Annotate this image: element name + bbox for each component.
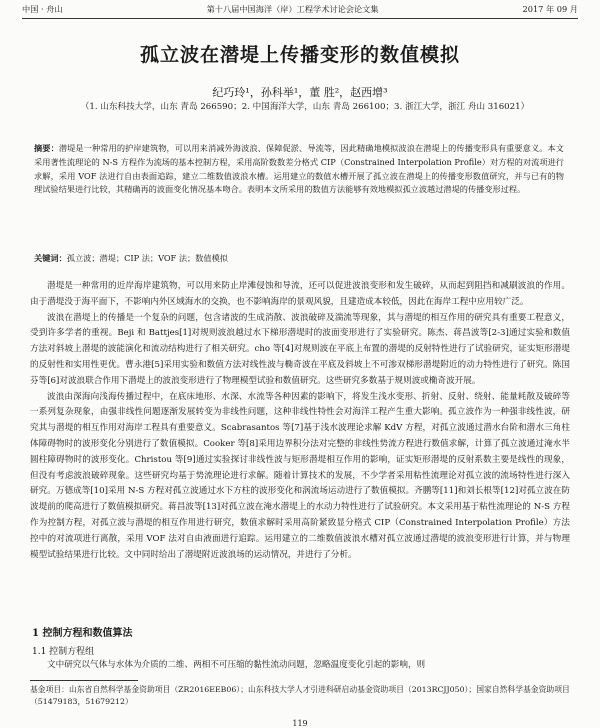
main-body — [30, 279, 570, 563]
section-body — [30, 658, 570, 674]
keywords-label: 关键词： — [34, 253, 67, 263]
funding-footnote: 基金项目：山东省自然科学基金资助项目（ZR2016EEB06）；山东科技大学人才引进科研启动基金资助项目（2013RCJJ050）；国家自然科学基金资助项目（51479183，51679212） — [30, 685, 570, 706]
abstract-text: 潜堤是一种常用的护岸建筑物，可以用来消减外海波浪、保障促淤、导流等，因此精确地模拟波浪在潜堤上的传播变形具有重要意义。本文采用著性流理论的 N-S 方程作为流场的基本控制方程，采用高阶数数差分格式 CIP（Constrained Interpolation Profile）对方程的对流项进行求解，采用 VOF 法进行自由表面追踪，建立二维数值波浪水槽。运用建立的数值水槽开展了孤立波在潜堤上的传播变形数值研究，并与已有的物理试验结果进行比较，其精确再的波面变化情况基本吻合。表明本文所采用的数值方法能够有效地模拟孤立波越过潜堤的传播变形过程。 — [34, 143, 564, 195]
section-heading-1: 1 控制方程和数值算法 — [32, 628, 133, 639]
running-header — [22, 4, 578, 19]
keywords-text: 孤立波；潜堤；CIP 法；VOF 法；数值模拟 — [66, 253, 228, 263]
section-paragraph: 文中研究以气体与水体为介质的二维、两相不可压缩的黏性流动问题，忽略温度变化引起的影响，则 — [47, 660, 426, 670]
footnote-rule — [30, 680, 138, 681]
affiliation: （1. 山东科技大学，山东 青岛 266590；2. 中国海洋大学，山东 青岛 266100；3. 浙江大学，浙江 舟山 316021） — [80, 102, 530, 112]
paragraph-2: 波浪在潜堤上的传播是一个复杂的问题，包含诸波的生成消散、波浪破碎及湍流等现象，其与潜堤的相互作用的研究具有重要工程意义，受到许多学者的重视。Beji 和 Battjes[1]对规则波浪越过水下梯形潜堤时的波面变形进行了实验研究。陈杰、蒋昌波等[2-3]通过实验和数值方法对斜坡上潜堤的波能演化和流动结构进行了相关研究。cho 等[4]对规则波在平底上布置的潜堤的反射特性进行了试验研究，证实矩形潜堤的反射性和实用性更优。曹永港[5]采用实验和数值方法对线性波与椭奇波在平底及斜坡上不可渗双梯形潜堤附近的动力特性进行了研究。陈国芬等[6]对波浪联合作用下潜堤上的波浪变形进行了物理模型试验和数值研究。这些研究多数基于规则波或椭奇波开展。 — [30, 312, 570, 386]
page-number: 119 — [292, 719, 308, 728]
abstract — [34, 142, 564, 197]
paragraph-3: 波浪由深海向浅海传播过程中，在底床地形、水深、水流等各种因素的影响下，将发生浅水变形、折射、反射、绕射、能量耗散及破碎等一系列复杂现象，由强非线性问题逐渐发展转变为非线性问题，这种非线性特性会对海洋工程产生重大影响。孤立波作为一种强非线性波，研究其与潜堤的相互作用对海岸工程具有重要意义。Scabrasantos 等[7]基于浅水波理论求解 KdV 方程，对孤立波通过潜水台阶和潜水三角柱体障碍物时的波形变化分别进行了数值模拟。Cooker 等[8]采用边界积分法对完整的非线性势流方程进行数值求解，计算了孤立波通过淹水半圆柱障碍物时的波形变化。Christou 等[9]通过实验探讨非线性波与矩形潜堤相互作用的影响，证实矩形潜堤的反射系数主要是线性的现象，但没有考虑波浪破碎现象。这些研究均基于势流理论进行求解。随着计算技术的发展，不少学者采用粘性流理论对孤立波的流场特性进行深入研究。万德成等[10]采用 N-S 方程对孤立波通过水下方柱的波形变化和涡流场运动进行了数值模拟。齐鹏等[11]和刘长根等[12]对孤立波在防波堤前的爬高进行了数值模拟研究。蒋昌波等[13]对孤立波在淹水潜堤上的水动力特性进行了试验研究。本文采用基于粘性流理论的 N-S 方程作为控制方程，对孤立波与潜堤的相互作用进行研究，数值求解时采用高阶紧致显分格式 CIP（Constrained Interpolation Profile）方法控中的对流项进行离散，采用 VOF 法对自由液面进行追踪。运用建立的二维数值波浪水槽对孤立波通过潜堤的波浪变形进行计算，并与物理模型试验结果进行比较。文中同时给出了潜堤附近波浪场的运动情况，并进行了分析。 — [30, 391, 570, 560]
header-left: 中国 · 舟山 — [22, 4, 63, 14]
header-center: 第十八届中国海洋（岸）工程学术讨论会论文集 — [206, 4, 379, 14]
abstract-label: 摘要： — [34, 143, 59, 153]
header-right: 2017 年 09 月 — [522, 4, 578, 14]
author-list: 纪巧玲¹，孙科举¹，董 胜²，赵西增³ — [212, 86, 388, 99]
paper-title: 孤立波在潜堤上传播变形的数值模拟 — [139, 44, 460, 66]
keywords — [34, 252, 564, 266]
subsection-heading-1-1: 1.1 控制方程组 — [32, 647, 95, 657]
paragraph-1: 潜堤是一种常用的近岸海岸建筑物，可以用来防止岸滩侵蚀和导流，还可以促进波浪变形和发生破碎，从而起到阻挡和减刷波浪的作用。由于潜堤没于海平面下，不影响内外区域海水的交换，也不影响海岸的景观风貌，且建造成本较低，因此在海岸工程中应用较广泛。 — [30, 281, 570, 307]
